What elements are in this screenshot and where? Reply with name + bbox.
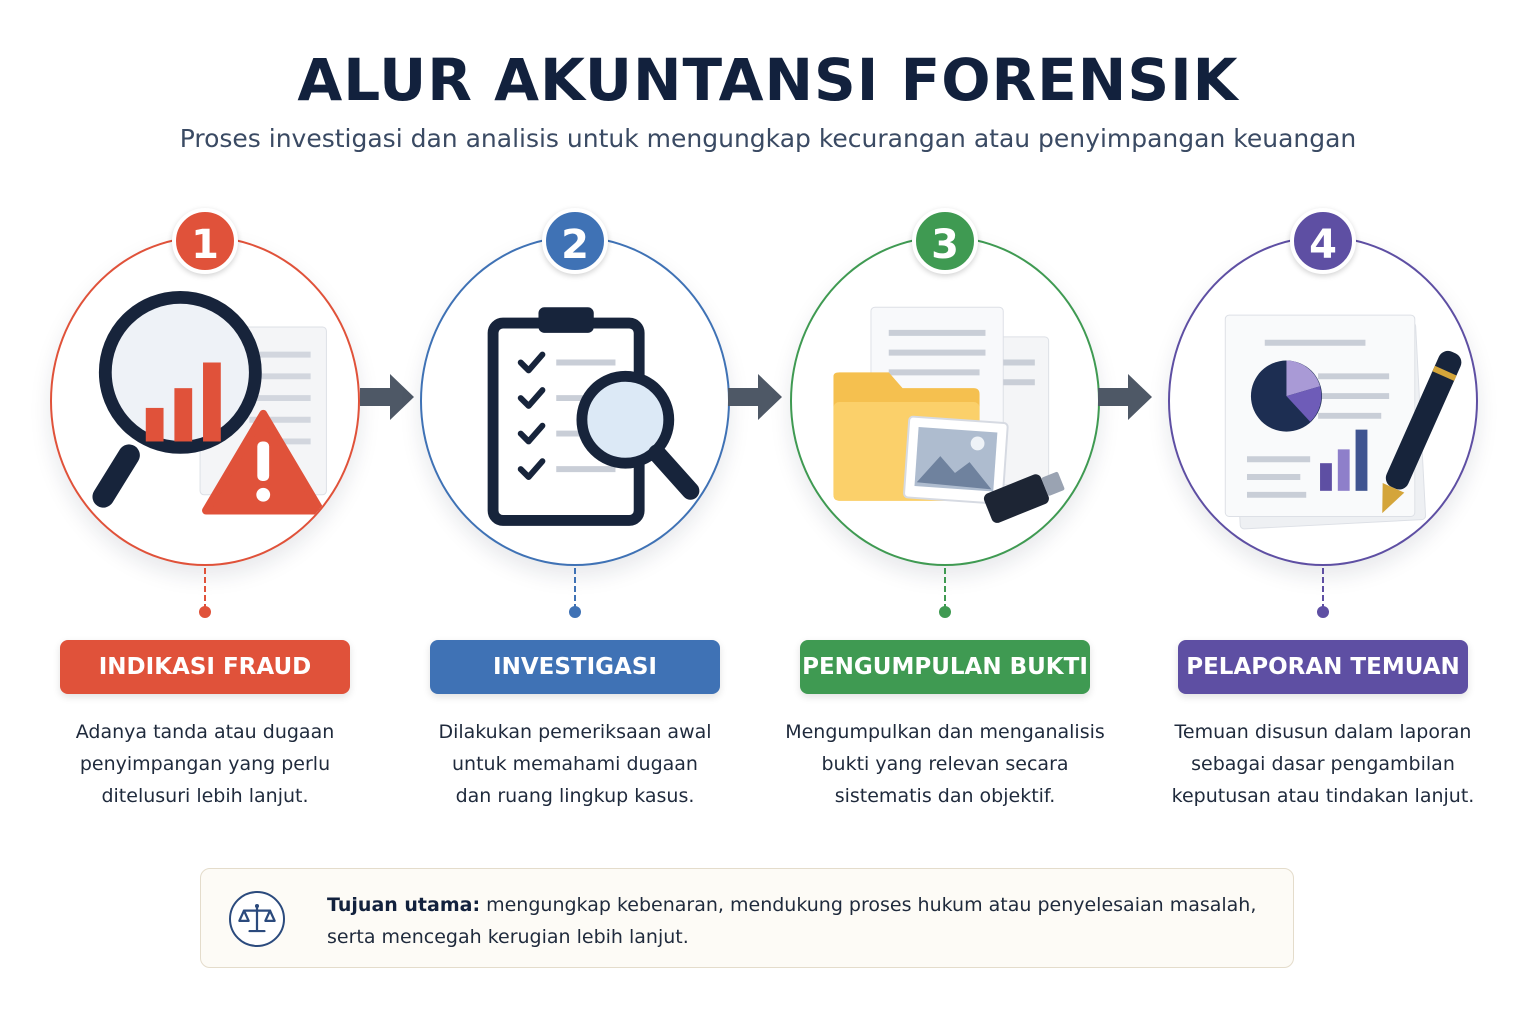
step-label: INVESTIGASI <box>430 640 720 694</box>
arrow-right-icon <box>1098 372 1154 422</box>
step-label: INDIKASI FRAUD <box>60 640 350 694</box>
step-number-badge: 2 <box>542 208 608 274</box>
page-subtitle: Proses investigasi dan analisis untuk mengungkap kecurangan atau penyimpangan keuangan <box>179 124 1357 153</box>
step-3 <box>780 210 1110 830</box>
step-connector <box>574 568 576 610</box>
step-4 <box>1158 210 1488 830</box>
step-illustration <box>420 236 730 566</box>
step-1 <box>40 210 370 830</box>
step-connector <box>944 568 946 610</box>
folder-evidence-icon <box>792 238 1098 564</box>
connector-dot <box>569 606 581 618</box>
goal-line-1: mengungkap kebenaran, mendukung proses hukum atau penyelesaian masalah, <box>486 894 1257 916</box>
step-connector <box>204 568 206 610</box>
scales-icon <box>229 891 285 947</box>
step-illustration <box>1168 236 1478 566</box>
step-description: Adanya tanda atau dugaan penyimpangan yang perlu ditelusuri lebih lanjut. <box>75 721 335 807</box>
arrow-right-icon <box>728 372 784 422</box>
step-description: Temuan disusun dalam laporan sebagai dasar pengambilan keputusan atau tindakan lanjut. <box>1171 721 1475 807</box>
goal-text <box>327 889 1277 953</box>
step-description: Mengumpulkan dan menganalisis bukti yang relevan secara sistematis dan objektif. <box>785 721 1105 807</box>
goal-label: Tujuan utama: <box>327 894 481 916</box>
clipboard-magnifier-icon <box>422 238 728 564</box>
goal-box <box>200 868 1294 968</box>
goal-line-2: serta mencegah kerugian lebih lanjut. <box>327 926 689 948</box>
step-number-badge: 1 <box>172 208 238 274</box>
step-description: Dilakukan pemeriksaan awal untuk memahami dugaan dan ruang lingkup kasus. <box>438 721 712 807</box>
step-2 <box>410 210 740 830</box>
step-label: PENGUMPULAN BUKTI <box>800 640 1090 694</box>
step-label: PELAPORAN TEMUAN <box>1178 640 1468 694</box>
report-pen-icon <box>1170 238 1476 564</box>
arrow-right-icon <box>360 372 416 422</box>
connector-dot <box>199 606 211 618</box>
connector-dot <box>939 606 951 618</box>
step-connector <box>1322 568 1324 610</box>
step-illustration <box>790 236 1100 566</box>
connector-dot <box>1317 606 1329 618</box>
magnifier-chart-warning-icon <box>52 238 358 564</box>
step-illustration <box>50 236 360 566</box>
step-number-badge: 3 <box>912 208 978 274</box>
step-number-badge: 4 <box>1290 208 1356 274</box>
page-title: ALUR AKUNTANSI FORENSIK <box>297 46 1239 114</box>
